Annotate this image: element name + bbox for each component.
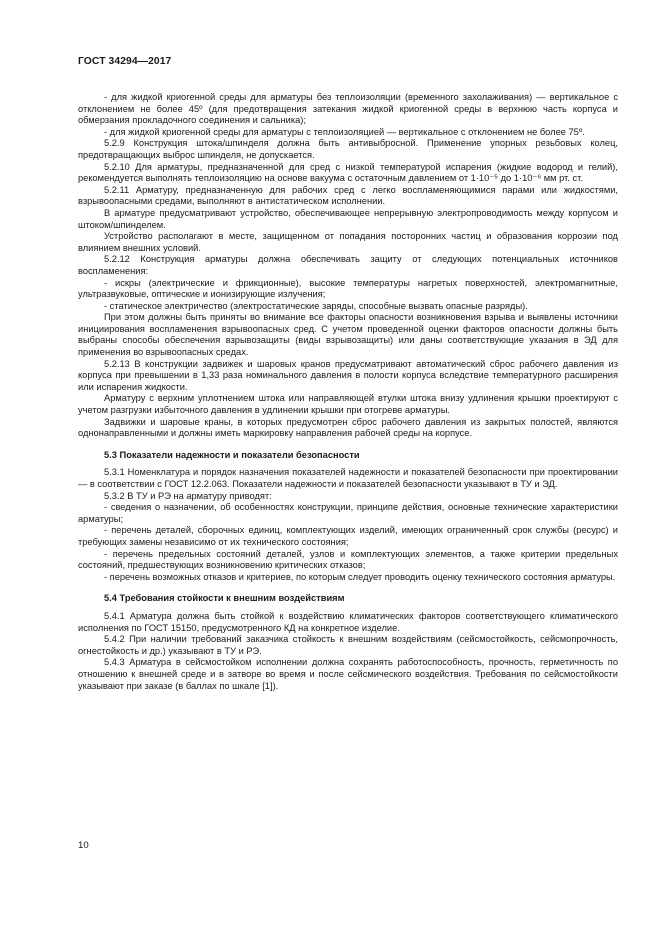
body-paragraph: - статическое электричество (электростатические заряды, способные вызвать опасные разряды). — [104, 300, 528, 311]
body-paragraph: 5.2.12 Конструкция арматуры должна обеспечивать защиту от следующих потенциальных источников воспламенения: — [78, 254, 618, 276]
body-paragraph: - перечень деталей, сборочных единиц, комплектующих изделий, имеющих ограниченный срок службы (ресурс) и требующих замены независимо от их технического состояния; — [78, 525, 618, 547]
body-paragraph: 5.4.3 Арматура в сейсмостойком исполнении должна сохранять работоспособность, прочность, герметичность по отношению к внешней среде и в затворе во время и после сейсмического воздействия. Требования по сейсмостойкости указывают при заказе (в баллах по шкале [1]). — [78, 657, 618, 691]
body-paragraph: - перечень возможных отказов и критериев, по которым следует проводить оценку технического состояния арматуры. — [104, 571, 616, 582]
document-body — [78, 92, 618, 692]
document-header: ГОСТ 34294—2017 — [78, 56, 172, 67]
page-number: 10 — [78, 840, 89, 851]
body-paragraph: 5.2.10 Для арматуры, предназначенной для сред с низкой температурой испарения (жидкие водород и гелий), рекомендуется выполнять теплоизоляцию на основе вакуума с остаточным давлением от 1·10⁻⁵ до 1·10⁻⁶ мм рт. ст. — [78, 161, 618, 184]
body-paragraph: 5.3.1 Номенклатура и порядок назначения показателей надежности и показателей безопасности при проектировании — в соответствии с ГОСТ 12.2.063. Показатели надежности и показателей безопасности указывают в ТУ и ЭД. — [78, 467, 618, 489]
body-paragraph: - для жидкой криогенной среды для арматуры без теплоизоляции (временного захолаживания) — вертикальное с отклонением не более 45º (для предотвращения затекания жидкой криогенной среды в верхнюю часть корпуса и обмерзания прокладочного соединения и сальника); — [78, 92, 618, 126]
body-paragraph: 5.2.13 В конструкции задвижек и шаровых кранов предусматривают автоматический сброс рабочего давления из корпуса при превышении в 1,33 раза номинального давления в полости корпуса вследствие температурного расширения или испарения жидкости. — [78, 358, 618, 392]
body-paragraph: - для жидкой криогенной среды для арматуры с теплоизоляцией — вертикальное с отклонением не более 75º. — [104, 126, 585, 137]
body-paragraph: 5.3.2 В ТУ и РЭ на арматуру приводят: — [104, 490, 272, 501]
body-paragraph: 5.4.2 При наличии требований заказчика стойкость к внешним воздействиям (сейсмостойкость, сейсмопрочность, огнестойкость и др.) указывают в ТУ и РЭ. — [78, 634, 618, 656]
section-heading: 5.4 Требования стойкости к внешним воздействиям — [104, 593, 345, 604]
body-paragraph: Задвижки и шаровые краны, в которых предусмотрен сброс рабочего давления из закрытых полостей, являются однонаправленными и должны иметь маркировку направления рабочей среды на корпусе. — [78, 416, 618, 439]
section-heading: 5.3 Показатели надежности и показатели безопасности — [104, 449, 360, 460]
body-paragraph: Арматуру с верхним уплотнением штока или направляющей втулки штока внизу удлинения крышки проектируют с учетом разгрузки избыточного давления в удлинении крышки при отогреве арматуры. — [78, 393, 618, 416]
body-paragraph: - искры (электрические и фрикционные), высокие температуры нагретых поверхностей, электромагнитные, ультразвуковые, оптические и ионизирующие излучения; — [78, 277, 618, 300]
body-paragraph: Устройство располагают в месте, защищенном от попадания посторонних частиц и образования коррозии под влиянием внешних условий. — [78, 231, 618, 253]
body-paragraph: 5.2.11 Арматуру, предназначенную для рабочих сред с легко воспламеняющимися парами или жидкостями, взрывоопасными средами, выполняют в антистатическом исполнении. — [78, 184, 618, 207]
body-paragraph: При этом должны быть приняты во внимание все факторы опасности возникновения взрыва и выявлены источники инициирования воспламенения взрывоопасных сред. С учетом проведенной оценки факторов опасности должны быть выбраны способы обеспечения взрывозащиты (виды взрывозащиты) или даны соответствующие указания в ЭД для применения во взрывоопасных средах. — [78, 312, 618, 358]
body-paragraph: - перечень предельных состояний деталей, узлов и комплектующих элементов, а также критерии предельных состояний, предшествующих возникновению критических отказов; — [78, 548, 618, 571]
body-paragraph: В арматуре предусматривают устройство, обеспечивающее непрерывную электропроводимость между корпусом и штоком/шпинделем. — [78, 207, 618, 230]
body-paragraph: 5.2.9 Конструкция штока/шпинделя должна быть антивыбросной. Применение упорных резьбовых колец, предотвращающих выброс шпинделя, не допускается. — [78, 138, 618, 160]
body-paragraph: - сведения о назначении, об особенностях конструкции, принципе действия, основные технические характеристики арматуры; — [78, 502, 618, 524]
body-paragraph: 5.4.1 Арматура должна быть стойкой к воздействию климатических факторов соответствующего климатического исполнения по ГОСТ 15150, предусмотренного КД на конкретное изделие. — [78, 610, 618, 633]
